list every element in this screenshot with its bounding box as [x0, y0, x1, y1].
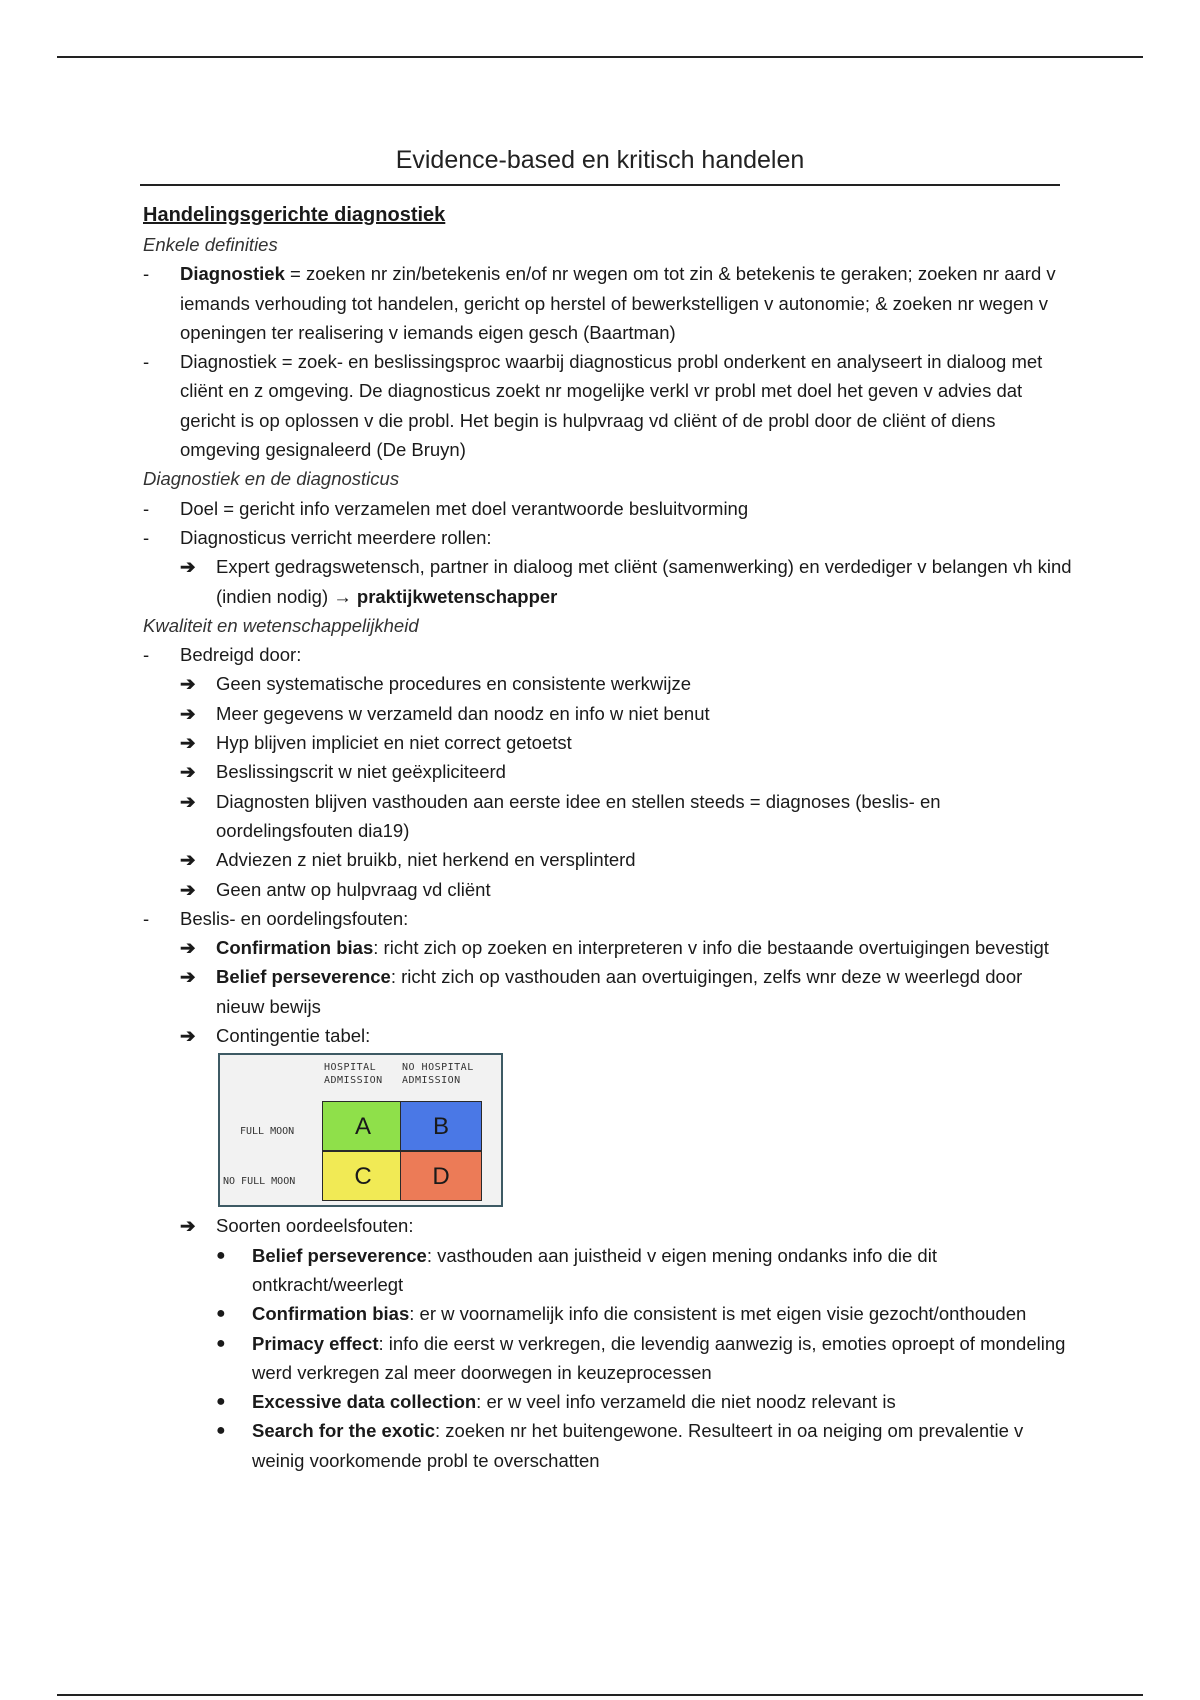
- dash-marker: -: [143, 907, 150, 929]
- page-bottom-rule: [57, 1694, 1143, 1696]
- table-cell-b: B: [400, 1101, 482, 1151]
- arrow-list-item: [143, 933, 1073, 962]
- section-heading: [143, 200, 1073, 230]
- arrow-list-item: [143, 728, 1073, 757]
- bullet-icon: ●: [216, 1246, 226, 1264]
- term: Confirmation bias: [252, 1303, 410, 1325]
- term: Diagnostiek: [180, 263, 285, 285]
- bullet-list-item: [143, 1299, 1073, 1328]
- bullet-icon: ●: [216, 1422, 226, 1440]
- title-underline: [140, 184, 1060, 186]
- dash-list-item: [143, 904, 1073, 933]
- document-body: [143, 200, 1073, 1475]
- term: Confirmation bias: [216, 937, 374, 959]
- arrow-right-icon: ➔: [180, 732, 196, 754]
- dash-marker: -: [143, 526, 150, 548]
- item-text: Expert gedragswetensch, partner in dialoog met cliënt (samenwerking) en verdediger v belangen vh kind (indien nodig) →: [216, 556, 1072, 607]
- subheading: [143, 230, 1073, 259]
- arrow-right-icon: ➔: [180, 937, 196, 959]
- bullet-icon: ●: [216, 1334, 226, 1352]
- arrow-right-icon: ➔: [180, 702, 196, 724]
- term: Belief perseverence: [252, 1244, 427, 1266]
- table-row-header: NO FULL MOON: [223, 1176, 296, 1188]
- arrow-right-icon: ➔: [180, 966, 196, 988]
- arrow-right-icon: ➔: [180, 849, 196, 871]
- item-text: Doel = gericht info verzamelen met doel verantwoorde besluitvorming: [180, 497, 749, 519]
- item-text: Enkele definities: [143, 234, 278, 255]
- item-text: Bedreigd door:: [180, 644, 302, 666]
- arrow-list-item: [143, 787, 1073, 846]
- table-row-header: FULL MOON: [240, 1126, 295, 1138]
- item-text: Handelingsgerichte diagnostiek: [143, 204, 446, 226]
- arrow-list-item: [143, 1211, 1073, 1240]
- item-text: : richt zich op vasthouden aan overtuigingen, zelfs wnr deze w weerlegd door nieuw bewijs: [216, 966, 1023, 1017]
- bullet-icon: ●: [216, 1393, 226, 1411]
- item-text: : er w voornamelijk info die consistent is met eigen visie gezocht/onthouden: [409, 1303, 1027, 1325]
- arrow-list-item: [143, 875, 1073, 904]
- item-text: : richt zich op zoeken en interpreteren v info die bestaande overtuigingen bevestigt: [373, 937, 1049, 959]
- item-text: Soorten oordeelsfouten:: [216, 1215, 414, 1237]
- arrow-list-item: [143, 962, 1073, 1021]
- arrow-right-icon: ➔: [180, 556, 196, 578]
- arrow-right-icon: ➔: [180, 790, 196, 812]
- table-cell-c: C: [322, 1151, 404, 1201]
- item-text: Diagnosticus verricht meerdere rollen:: [180, 526, 492, 548]
- document-title: Evidence-based en kritisch handelen: [395, 146, 805, 174]
- item-text: : info die eerst w verkregen, die levendig aanwezig is, emoties oproept of mondeling werd verkregen zal meer doorwegen in keuzeprocessen: [252, 1332, 1066, 1383]
- arrow-list-item: [143, 845, 1073, 874]
- arrow-list-item: [143, 552, 1073, 611]
- item-text: Beslis- en oordelingsfouten:: [180, 907, 409, 929]
- bullet-list-item: [143, 1416, 1073, 1475]
- dash-list-item: [143, 640, 1073, 669]
- item-text: Contingentie tabel:: [216, 1025, 371, 1047]
- dash-marker: -: [143, 497, 150, 519]
- arrow-list-item: [143, 757, 1073, 786]
- table-cell-d: D: [400, 1151, 482, 1201]
- arrow-right-icon: ➔: [180, 878, 196, 900]
- term: Belief perseverence: [216, 966, 391, 988]
- item-text: Adviezen z niet bruikb, niet herkend en versplinterd: [216, 849, 636, 871]
- item-text: Diagnostiek en de diagnosticus: [143, 468, 400, 490]
- arrow-right-icon: ➔: [180, 1215, 196, 1237]
- contingency-table-image: [218, 1053, 503, 1207]
- dash-list-item: [143, 259, 1073, 347]
- term: praktijkwetenschapper: [356, 585, 558, 607]
- item-text: Geen systematische procedures en consistente werkwijze: [216, 673, 692, 695]
- dash-marker: -: [143, 263, 150, 285]
- subheading: [143, 464, 1073, 493]
- arrow-list-item: [143, 669, 1073, 698]
- item-text: Beslissingscrit w niet geëxpliciteerd: [216, 761, 506, 783]
- item-text: = zoeken nr zin/betekenis en/of nr wegen om tot zin & betekenis te geraken; zoeken nr aard v iemands verhouding tot handelen, gericht op herstel of bewerkstelligen v autonomie; & zoeken nr wegen v openingen ter realisering v iemands eigen gesch (Baartman): [180, 263, 1056, 343]
- arrow-right-icon: ➔: [180, 673, 196, 695]
- dash-list-item: [143, 347, 1073, 464]
- item-text: Meer gegevens w verzameld dan noodz en info w niet benut: [216, 702, 710, 724]
- subheading: [143, 611, 1073, 640]
- page-top-rule: [57, 56, 1143, 58]
- item-text: : er w veel info verzameld die niet noodz relevant is: [476, 1391, 896, 1413]
- term: Excessive data collection: [252, 1391, 477, 1413]
- bullet-icon: ●: [216, 1305, 226, 1323]
- item-text: Geen antw op hulpvraag vd cliënt: [216, 878, 491, 900]
- table-col-header: NO HOSPITAL ADMISSION: [402, 1062, 474, 1087]
- arrow-list-item: [143, 699, 1073, 728]
- arrow-list-item: [143, 1021, 1073, 1050]
- arrow-right-icon: ➔: [180, 1025, 196, 1047]
- dash-marker: -: [143, 644, 150, 666]
- item-text: : vasthouden aan juistheid v eigen mening ondanks info die dit ontkracht/weerlegt: [252, 1244, 937, 1295]
- term: Search for the exotic: [252, 1420, 436, 1442]
- dash-list-item: [143, 523, 1073, 552]
- dash-list-item: [143, 494, 1073, 523]
- term: Primacy effect: [252, 1332, 379, 1354]
- table-cell-a: A: [322, 1101, 404, 1151]
- bullet-list-item: [143, 1387, 1073, 1416]
- item-text: Kwaliteit en wetenschappelijkheid: [143, 614, 419, 636]
- bullet-list-item: [143, 1329, 1073, 1388]
- item-text: Hyp blijven impliciet en niet correct getoetst: [216, 732, 572, 754]
- item-text: : zoeken nr het buitengewone. Resulteert in oa neiging om prevalentie v weinig voorkomende probl te overschatten: [252, 1420, 1024, 1471]
- arrow-right-icon: ➔: [180, 761, 196, 783]
- item-text: Diagnostiek = zoek- en beslissingsproc waarbij diagnosticus probl onderkent en analyseert in dialoog met cliënt en z omgeving. De diagnosticus zoekt nr mogelijke verkl vr probl met doel het geven v advies dat gericht is op oplossen v die probl. Het begin is hulpvraag vd cliënt of de probl door de cliënt of diens omgeving gesignaleerd (De Bruyn): [180, 351, 1043, 461]
- dash-marker: -: [143, 351, 150, 373]
- bullet-list-item: [143, 1241, 1073, 1300]
- item-text: Diagnosten blijven vasthouden aan eerste idee en stellen steeds = diagnoses (beslis- en oordelingsfouten dia19): [216, 790, 941, 841]
- table-col-header: HOSPITAL ADMISSION: [324, 1062, 383, 1087]
